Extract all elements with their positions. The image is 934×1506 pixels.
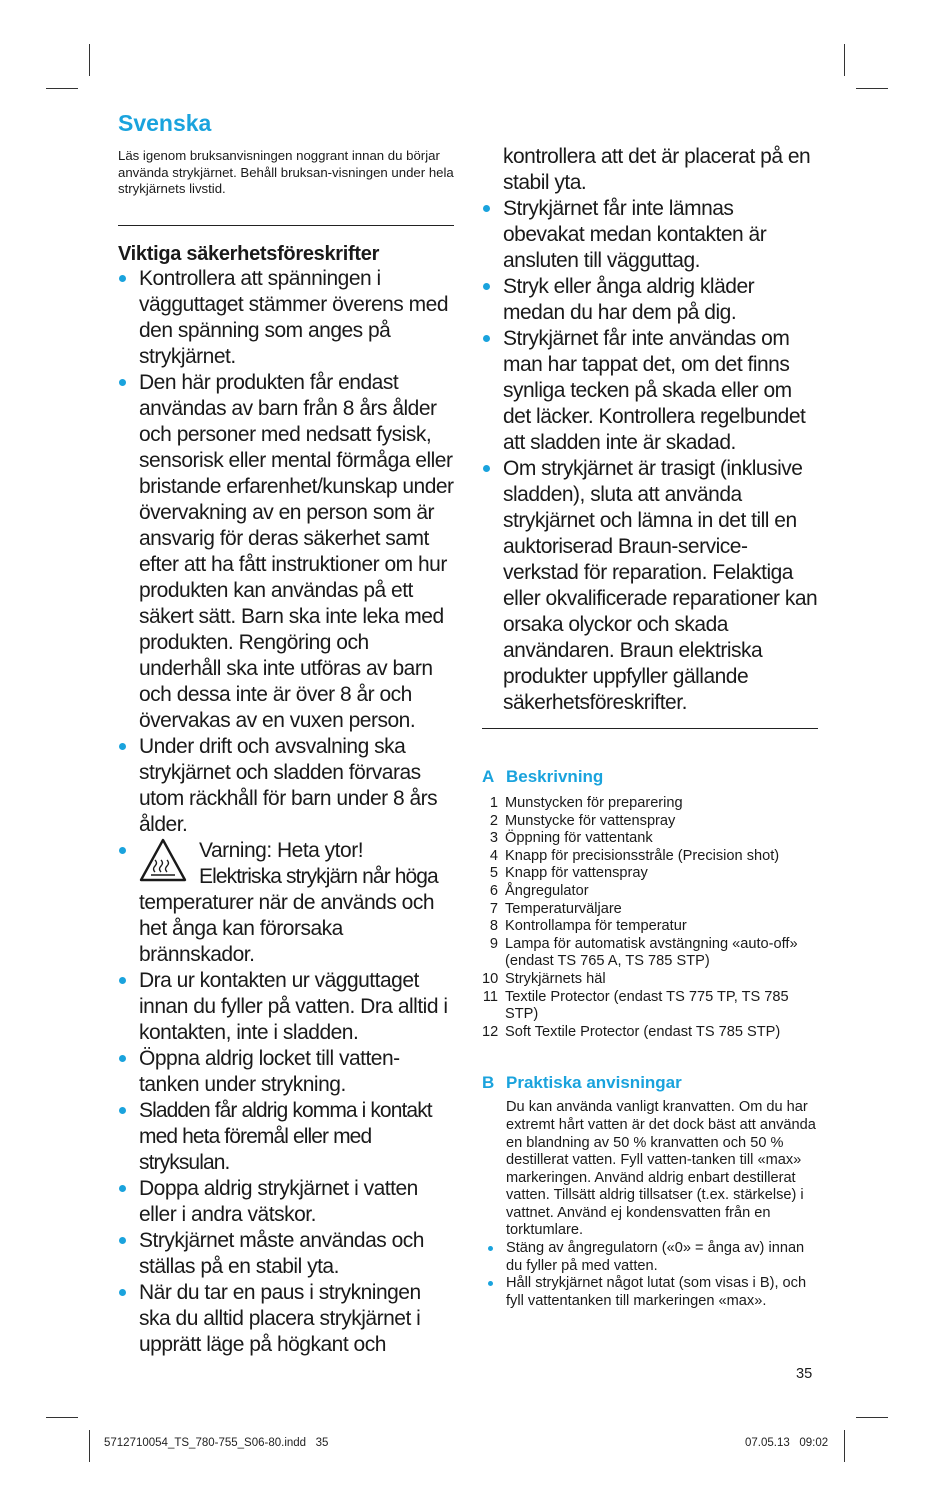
list-item: Sladden får aldrig komma i kontakt med heta föremål eller med stryksulan. <box>118 1098 454 1176</box>
footer-file-info: 5712710054_TS_780-755_S06-80.indd 35 <box>104 1437 329 1449</box>
list-item: Den här produkten får endast användas av barn från 8 års ålder och personer med nedsatt fysisk, sensorisk eller mental förmåga eller bristande erfarenhet/kunskap under övervakning av en person som är ansvarig för deras säkerhet samt efter att ha fått instruktioner om hur produkten kan användas på ett säkert sätt. Barn ska inte leka med produkten. Rengöring och underhåll ska inte utföras av barn och dessa inte är över 8 år och övervakas av en vuxen person. <box>118 370 454 734</box>
section-letter: A <box>482 767 495 786</box>
crop-mark <box>89 1430 90 1462</box>
list-item: Strykjärnet får inte lämnas obevakat medan kontakten är ansluten till vägguttag. <box>482 196 818 274</box>
list-item: 6 Ångregulator <box>489 882 589 899</box>
section-title: Beskrivning <box>506 767 604 786</box>
list-item: Håll strykjärnet något lutat (som visas i B), och fyll vattentanken till markeringen «max». <box>482 1275 818 1310</box>
list-item: Under drift och avsvalning ska strykjärnet och sladden förvaras utom räckhåll för barn under 8 års ålder. <box>118 734 454 838</box>
list-item: Öppna aldrig locket till vatten-tanken under strykning. <box>118 1046 454 1098</box>
list-item: 12 Soft Textile Protector (endast TS 785 STP) <box>482 1023 781 1040</box>
list-item: 4 Knapp för precisionsstråle (Precision shot) <box>489 847 780 864</box>
divider <box>482 728 818 729</box>
list-item: 8 Kontrollampa för temperatur <box>489 918 687 935</box>
list-item: Doppa aldrig strykjärnet i vatten eller i andra vätskor. <box>118 1176 454 1228</box>
list-item: 2 Munstycke för vattenspray <box>489 812 676 829</box>
crop-mark <box>46 1417 78 1418</box>
list-item: 11 Textile Protector (endast TS 775 TP, TS 785 STP) <box>482 988 789 1023</box>
practical-paragraph: Du kan använda vanligt kranvatten. Om du har extremt hårt vatten är det dock bäst att använda en blandning av 50 % kranvatten och 50 % destillerat vatten. Fyll vatten-tanken till «max» markeringen. Använd aldrig enbart destillerat vatten. Tillsätt aldrig tillsatser (t.ex. stärkelse) i vattnet. Använd ej kondensvatten från en torktumlare. <box>506 1099 816 1239</box>
divider <box>118 225 454 226</box>
footer-timestamp: 07.05.13 09:02 <box>745 1437 829 1449</box>
left-column <box>118 110 454 1358</box>
list-item: 7 Temperaturväljare <box>489 900 622 917</box>
section-title: Praktiska anvisningar <box>506 1073 682 1093</box>
crop-mark <box>844 1430 845 1462</box>
intro-text: Läs igenom bruksanvisningen noggrant innan du börjar använda strykjärnet. Behåll bruksan-visningen under hela strykjärnets livstid. <box>118 148 454 196</box>
warning-text: temperaturer när de används och het ånga kan förorsaka brännskador. <box>139 890 435 966</box>
list-item: Dra ur kontakten ur vägguttaget innan du fyller på vatten. Dra alltid i kontakten, inte i sladden. <box>118 968 454 1046</box>
list-item-continuation: kontrollera att det är placerat på en stabil yta. <box>503 145 811 194</box>
practical-list <box>482 1240 818 1310</box>
page-title: Svenska <box>118 110 212 136</box>
crop-mark <box>856 88 888 89</box>
crop-mark <box>89 44 90 76</box>
warning-item <box>118 838 454 968</box>
section-letter: B <box>482 1073 495 1093</box>
safety-heading: Viktiga säkerhetsföreskrifter <box>118 242 380 265</box>
list-item: Strykjärnet måste användas och ställas på en stabil yta. <box>118 1228 454 1280</box>
parts-list <box>482 795 818 1041</box>
practical-heading <box>482 1073 818 1093</box>
list-item: Om strykjärnet är trasigt (inklusive sladden), sluta att använda strykjärnet och lämna in det till en auktoriserad Braun-service-verkstad för reparation. Felaktiga eller okvalificerade reparationer kan orsaka olyckor och skada användaren. Braun elektriska produkter uppfyller gällande säkerhetsföreskrifter. <box>482 456 818 716</box>
list-item: 10 Strykjärnets häl <box>482 970 606 987</box>
crop-mark <box>46 88 78 89</box>
hot-surface-warning-icon <box>139 838 187 882</box>
list-item: 5 Knapp för vattenspray <box>489 865 648 882</box>
list-item: Stryk eller ånga aldrig kläder medan du har dem på dig. <box>482 274 818 326</box>
list-item: Strykjärnet får inte användas om man har tappat det, om det finns synliga tecken på skada eller om det läcker. Kontrollera regelbundet att sladden inte är skadad. <box>482 326 818 456</box>
page-number: 35 <box>796 1366 813 1382</box>
safety-list <box>118 266 454 1358</box>
description-heading <box>482 767 818 787</box>
list-item: Kontrollera att spänningen i vägguttaget stämmer överens med den spänning som anges på strykjärnet. <box>118 266 454 370</box>
list-item: 3 Öppning för vattentank <box>489 830 653 847</box>
list-item: När du tar en paus i strykningen ska du alltid placera strykjärnet i upprätt läge på högkant och <box>118 1280 454 1358</box>
warning-line: Elektriska strykjärn når höga <box>199 864 438 888</box>
list-item: 1 Munstycken för preparering <box>489 795 683 811</box>
safety-list-continued <box>482 144 818 716</box>
list-item: Stäng av ångregulatorn («0» = ånga av) innan du fyller på med vatten. <box>482 1240 818 1275</box>
list-item: 9 Lampa för automatisk avstängning «auto-off» (endast TS 765 A, TS 785 STP) <box>489 935 798 970</box>
crop-mark <box>856 1417 888 1418</box>
warning-title: Varning: Heta ytor! <box>199 838 364 862</box>
crop-mark <box>844 44 845 76</box>
right-column <box>482 144 818 1310</box>
